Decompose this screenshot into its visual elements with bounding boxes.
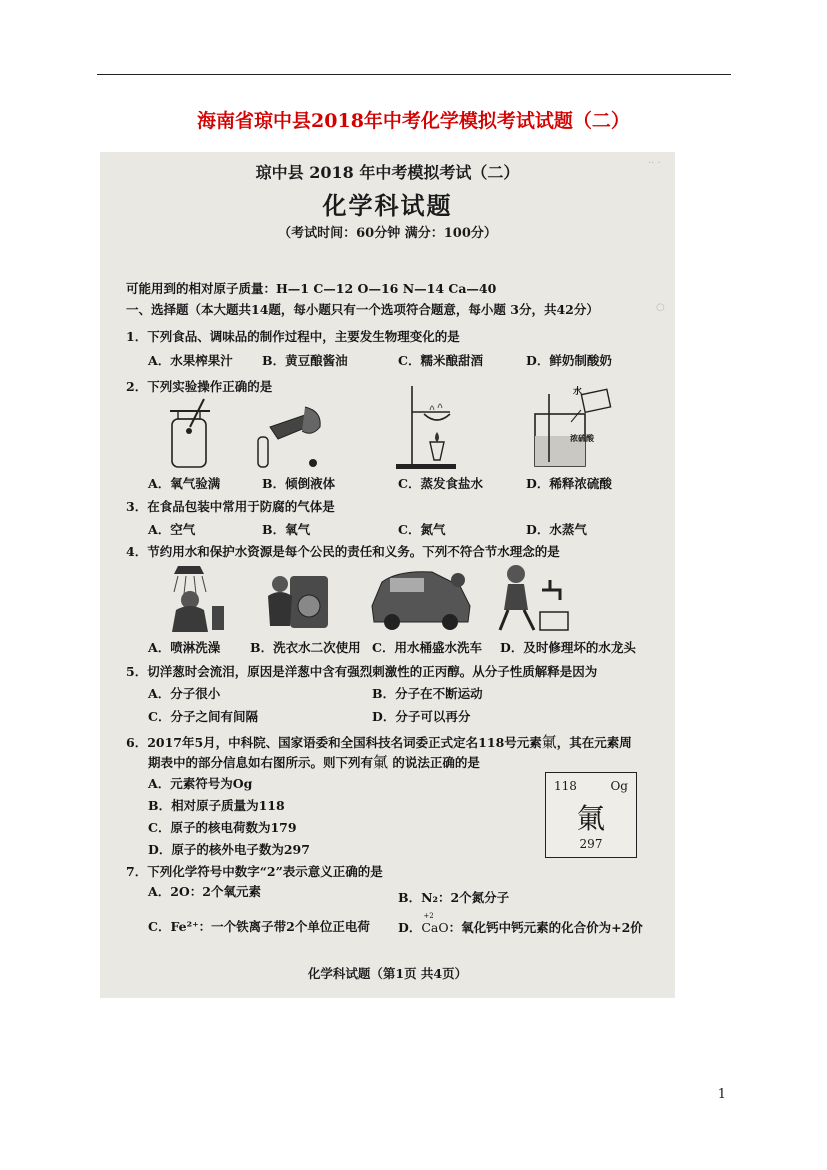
q2-option-a: A．氧气验满 [148,476,221,491]
bleed-mark: ○ [656,302,665,313]
q6-stem-line1 [126,731,632,752]
periodic-element-card [545,772,637,858]
atomic-masses: 可能用到的相对原子质量：H—1 C—12 O—16 N—14 Ca—40 [126,281,497,296]
q7-d-prefix: D． [398,920,422,935]
q3-stem: 3．在食品包装中常用于防腐的气体是 [126,499,335,514]
q6-inline-glyph: 氭 [541,733,557,751]
q1-option-b: B．黄豆酿酱油 [262,353,348,368]
q5-option-a: A．分子很小 [148,686,221,701]
q6-inline-glyph-2: 氭 [373,753,389,771]
element-name: 氭 [576,802,605,835]
evaporation-illustration [390,382,465,472]
atomic-mass: 297 [579,837,603,851]
q3-option-c: C．氮气 [398,522,446,537]
q3-option-a: A．空气 [148,522,196,537]
q3-option-b: B．氧气 [262,522,311,537]
car-wash-illustration [368,560,476,634]
faucet-repair-illustration [490,560,570,636]
q7-option-c: C．Fe²⁺：一个铁离子带2个单位正电荷 [148,919,370,934]
q2-option-c: C．蒸发食盐水 [398,476,483,491]
top-rule [97,74,731,75]
q6-option-c: C．原子的核电荷数为179 [148,820,297,835]
q2-stem: 2．下列实验操作正确的是 [126,379,273,394]
exam-photo [100,152,675,998]
bleed-mark: ·· · [648,158,661,169]
element-symbol: Og [610,779,628,793]
q5-option-c: C．分子之间有间隔 [148,709,258,724]
q7-option-d [398,912,643,936]
label-conc-acid: 浓硫酸 [570,433,594,443]
section-heading: 一、选择题（本大题共14题，每小题只有一个选项符合题意，每小题 3分，共42分） [126,302,599,317]
shower-illustration [160,562,230,634]
q7-stem: 7．下列化学符号中数字“2”表示意义正确的是 [126,864,383,879]
dilution-illustration [525,384,615,472]
q2-option-b: B．倾倒液体 [262,476,336,491]
laundry-illustration [260,562,335,634]
q1-stem: 1．下列食品、调味品的制作过程中，主要发生物理变化的是 [126,329,460,344]
q4-option-a: A．喷淋洗澡 [148,640,221,655]
q4-option-d: D．及时修理坏的水龙头 [500,640,636,655]
exam-footer: 化学科试题（第1页 共4页） [307,966,468,981]
document-title: 海南省琼中县2018年中考化学模拟考试试题（二） [197,110,630,132]
page-number: 1 [717,1087,726,1102]
q1-option-c: C．糯米酿甜酒 [398,353,483,368]
q6-stem-line1-text: 6．2017年5月，中科院、国家语委和全国科技名词委正式定名118号元素 [126,735,542,750]
q3-option-d: D．水蒸气 [526,522,587,537]
q7-option-a: A．2O：2个氧元素 [148,884,261,899]
gas-bottle-illustration [160,397,220,472]
q6-option-b: B．相对原子质量为118 [148,798,285,813]
pouring-illustration [250,397,330,472]
atomic-number: 118 [554,779,577,793]
q1-option-a: A．水果榨果汁 [148,353,233,368]
exam-header: 琼中县 2018 年中考模拟考试（二） [255,163,520,182]
q4-option-b: B．洗衣水二次使用 [250,640,361,655]
q5-option-b: B．分子在不断运动 [372,686,483,701]
q4-option-c: C．用水桶盛水洗车 [372,640,482,655]
q5-option-d: D．分子可以再分 [372,709,471,724]
q1-option-d: D．鲜奶制酸奶 [526,353,612,368]
q5-stem: 5．切洋葱时会流泪，原因是洋葱中含有强烈刺激性的正丙醇。从分子性质解释是因为 [126,664,598,679]
q6-stem-line2-text: 期表中的部分信息如右图所示。则下列有 [148,755,374,770]
q7-d-formula: CaO [421,920,449,935]
q6-option-d: D．原子的核外电子数为297 [148,842,310,857]
q6-option-a: A．元素符号为Og [148,776,253,791]
label-water: 水 [573,387,583,397]
q6-stem-line1-end: ，其在元素周 [556,735,632,750]
subject-title: 化学科试题 [322,191,453,220]
q7-d-text: ：氧化钙中钙元素的化合价为+2价 [448,920,643,935]
q6-stem-line2-end: 的说法正确的是 [392,755,480,770]
q7-d-formula-wrap [421,912,449,935]
q6-stem-line2 [148,751,480,772]
q2-option-d: D．稀释浓硫酸 [526,476,612,491]
q7-d-oxidation: +2 [423,912,434,920]
q7-option-b: B．N₂：2个氮分子 [398,890,510,905]
exam-meta: （考试时间：60分钟 满分：100分） [278,226,497,241]
q4-stem: 4．节约用水和保护水资源是每个公民的责任和义务。下列不符合节水理念的是 [126,544,560,559]
